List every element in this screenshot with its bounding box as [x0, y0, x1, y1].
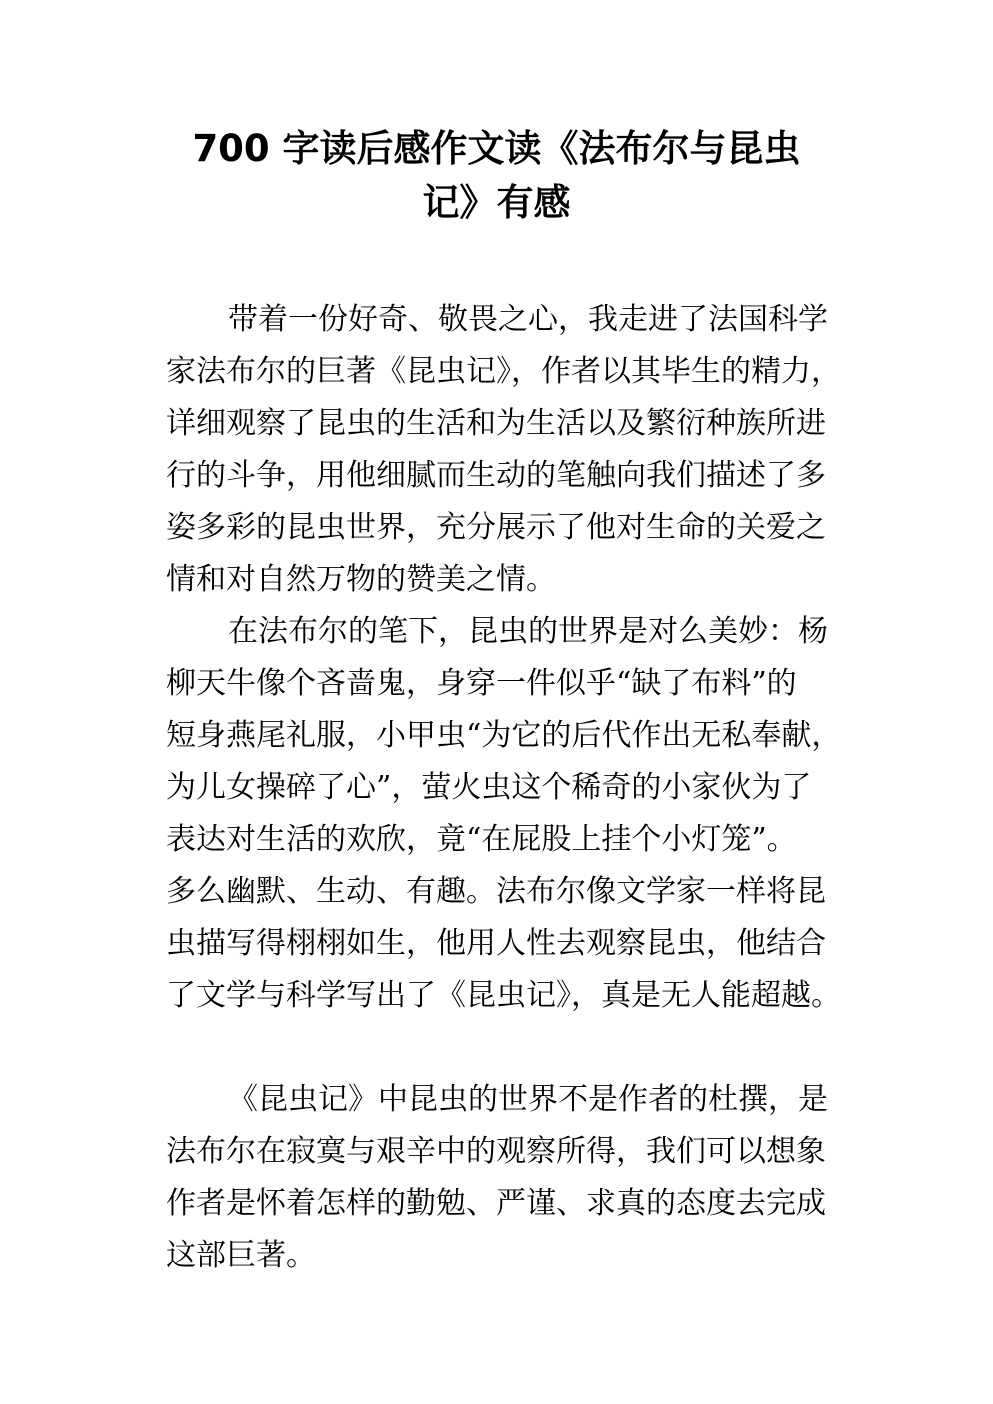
paragraph-line: 短身燕尾礼服，小甲虫“为它的后代作出无私奉献， [166, 718, 842, 753]
paragraph-line: 家法布尔的巨著《昆虫记》，作者以其毕生的精力， [166, 354, 841, 389]
document-title-line-1: 700 字读后感作文读《法布尔与昆虫 [192, 127, 801, 170]
paragraph-line: 作者是怀着怎样的勤勉、严谨、求真的态度去完成 [166, 1186, 826, 1221]
paragraph-line: 法布尔在寂寞与艰辛中的观察所得，我们可以想象 [166, 1134, 826, 1169]
paragraph-line: 在法布尔的笔下，昆虫的世界是对么美妙：杨 [228, 614, 828, 649]
paragraph-line: 情和对自然万物的赞美之情。 [166, 562, 556, 597]
document-title-line-2: 记》有感 [422, 181, 571, 224]
paragraph-line: 带着一份好奇、敬畏之心，我走进了法国科学 [228, 302, 828, 337]
paragraph-line: 详细观察了昆虫的生活和为生活以及繁衍种族所进 [166, 406, 826, 441]
paragraph-line: 行的斗争，用他细腻而生动的笔触向我们描述了多 [166, 458, 826, 493]
paragraph-line: 虫描写得栩栩如生，他用人性去观察昆虫，他结合 [166, 926, 826, 961]
paragraph-line: 了文学与科学写出了《昆虫记》，真是无人能超越。 [166, 978, 841, 1013]
paragraph-line: 表达对生活的欢欣，竟“在屁股上挂个小灯笼”。 [166, 822, 797, 857]
paragraph-line: 这部巨著。 [166, 1238, 316, 1273]
paragraph-line: 姿多彩的昆虫世界，充分展示了他对生命的关爱之 [166, 510, 826, 545]
paragraph-line: 《昆虫记》中昆虫的世界不是作者的杜撰，是 [228, 1082, 828, 1117]
paragraph-line: 多么幽默、生动、有趣。法布尔像文学家一样将昆 [166, 874, 826, 909]
paragraph-line: 柳天牛像个吝啬鬼，身穿一件似乎“缺了布料”的 [166, 666, 797, 701]
paragraph-line: 为儿女操碎了心”，萤火虫这个稀奇的小家伙为了 [166, 770, 812, 805]
